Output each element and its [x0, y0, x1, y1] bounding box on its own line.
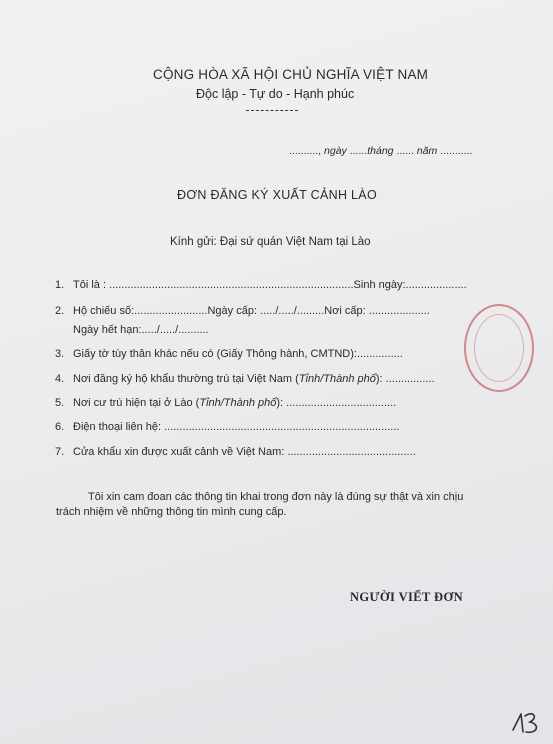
statement-line-2: trách nhiệm về những thông tin mình cung cấp.	[56, 506, 287, 518]
field-1-name-dob: Tôi là : ................................................................................Sinh ngày:....................	[73, 279, 467, 291]
form-title: ĐƠN ĐĂNG KÝ XUẤT CẢNH LÀO	[177, 188, 377, 202]
field-7-border-gate: Cửa khẩu xin được xuất cảnh về Việt Nam: ..........................................	[73, 446, 416, 458]
field-4-text: Nơi đăng ký hộ khẩu thường trú tại Việt Nam (	[73, 373, 299, 385]
date-month-label: tháng	[367, 145, 394, 157]
date-blank-year: ...........	[440, 145, 473, 157]
field-1-number: 1.	[55, 279, 65, 291]
recipient-line: Kính gửi: Đại sứ quán Việt Nam tại Lào	[170, 236, 371, 248]
field-7-number: 7.	[55, 446, 65, 458]
field-6-phone: Điện thoại liên hệ: .............................................................................	[73, 421, 400, 433]
field-2-expiry: Ngày hết hạn:...../...../..........	[73, 324, 209, 336]
signer-title: NGƯỜI VIẾT ĐƠN	[350, 590, 464, 604]
field-5-italic: Tỉnh/Thành phố	[199, 397, 277, 409]
field-4-number: 4.	[55, 373, 65, 385]
header-divider	[246, 110, 298, 111]
national-title: CỘNG HÒA XÃ HỘI CHỦ NGHĨA VIỆT NAM	[153, 67, 429, 82]
date-blank-month: ......	[396, 145, 414, 157]
field-4-blank: ): ................	[375, 373, 435, 385]
handwritten-mark	[510, 708, 546, 736]
field-5-blank: ): ....................................	[276, 397, 397, 409]
date-year-label: năm	[416, 145, 438, 157]
field-5-number: 5.	[55, 397, 65, 409]
field-3-other-id: Giấy tờ tùy thân khác nếu có (Giấy Thông hành, CMTND):...............	[73, 348, 403, 360]
field-5-text: Nơi cư trú hiện tại ở Lào (	[73, 397, 200, 409]
field-6-number: 6.	[55, 421, 65, 433]
date-blank-place: ..........,	[289, 145, 322, 157]
field-3-number: 3.	[55, 348, 65, 360]
field-4-italic: Tỉnh/Thành phố	[298, 373, 376, 385]
date-blank-day: ......	[349, 145, 368, 157]
field-2-number: 2.	[55, 305, 65, 317]
date-day-label: ngày	[324, 145, 347, 157]
field-2-passport: Hộ chiếu số:........................Ngày cấp: ...../...../.........Nơi cấp: ....................	[73, 305, 430, 317]
date-line	[289, 145, 472, 157]
field-4-registered-address	[73, 373, 435, 385]
field-5-current-residence	[73, 397, 396, 409]
red-stamp	[464, 304, 534, 392]
statement-line-1: Tôi xin cam đoan các thông tin khai trong đơn này là đúng sự thật và xin chịu	[88, 491, 464, 503]
national-motto: Độc lập - Tự do - Hạnh phúc	[196, 87, 355, 101]
